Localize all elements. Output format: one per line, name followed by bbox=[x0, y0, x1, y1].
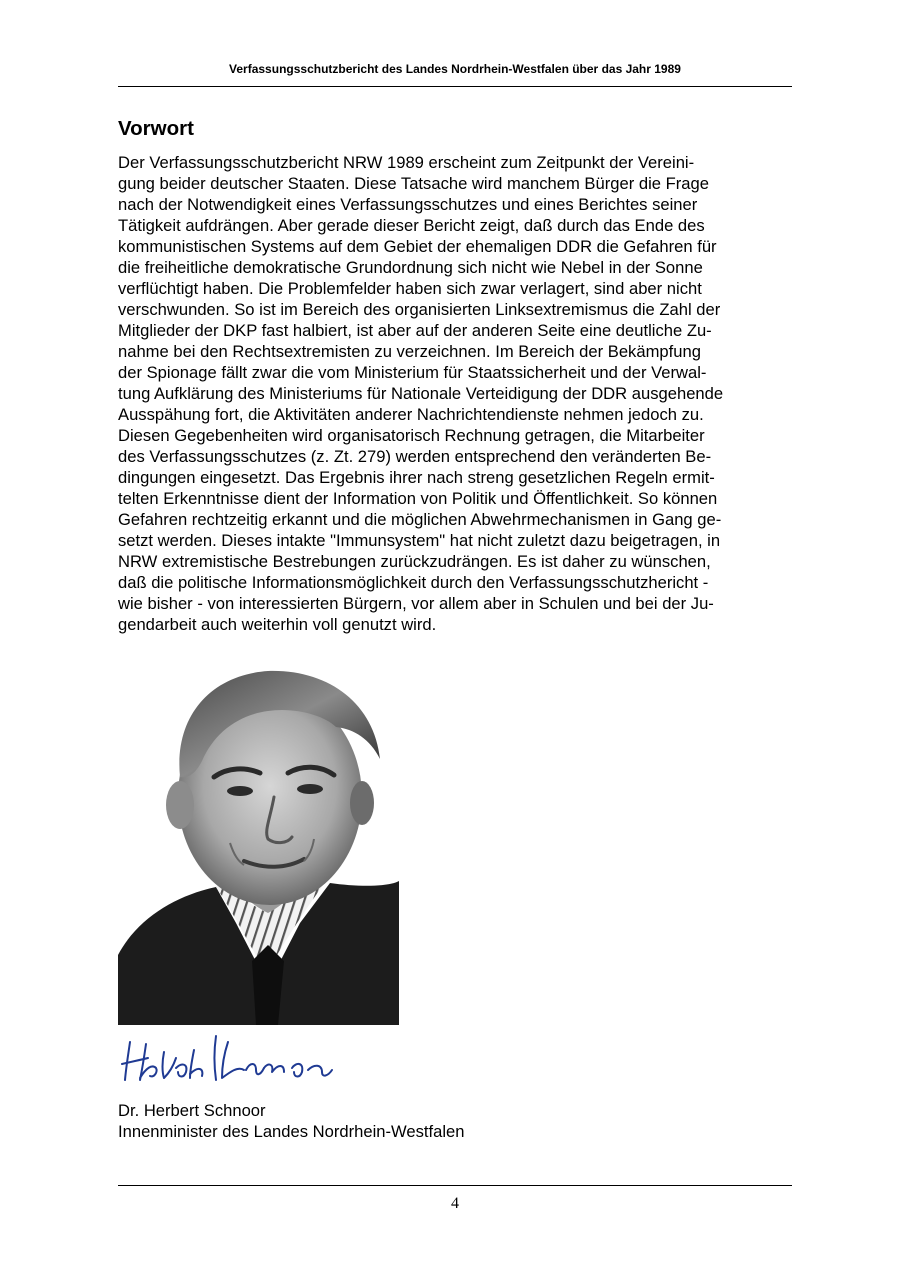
portrait-photo bbox=[118, 655, 399, 1025]
body-line: gung beider deutscher Staaten. Diese Tatsache wird manchem Bürger die Frage bbox=[118, 174, 709, 194]
body-line: wie bisher - von interessierten Bürgern, vor allem aber in Schulen und bei der Ju- bbox=[118, 594, 714, 614]
left-ear bbox=[166, 781, 194, 829]
signature-block bbox=[118, 1100, 465, 1142]
body-line: dingungen eingesetzt. Das Ergebnis ihrer nach streng gesetzlichen Regeln ermit- bbox=[118, 468, 715, 488]
body-line: Diesen Gegebenheiten wird organisatorisch Rechnung getragen, die Mitarbeiter bbox=[118, 426, 705, 446]
body-line: tung Aufklärung des Ministeriums für Nationale Verteidigung der DDR ausgehende bbox=[118, 384, 724, 404]
body-line: kommunistischen Systems auf dem Gebiet der ehemaligen DDR die Gefahren für bbox=[118, 237, 717, 257]
foreword-body bbox=[118, 152, 808, 635]
body-line: Gefahren rechtzeitig erkannt und die möglichen Abwehrmechanismen in Gang ge- bbox=[118, 510, 722, 530]
body-line: Ausspähung fort, die Aktivitäten anderer Nachrichtendienste nehmen jedoch zu. bbox=[118, 405, 704, 425]
body-line: der Spionage fällt zwar die vom Ministerium für Staatssicherheit und der Verwal- bbox=[118, 363, 707, 383]
body-line: verflüchtigt haben. Die Problemfelder haben sich zwar verlagert, sind aber nicht bbox=[118, 279, 702, 299]
body-line: nach der Notwendigkeit eines Verfassungsschutzes und eines Berichtes seiner bbox=[118, 195, 698, 215]
body-line: NRW extremistische Bestrebungen zurückzudrängen. Es ist daher zu wünschen, bbox=[118, 552, 711, 572]
body-line: telten Erkenntnisse dient der Information von Politik und Öffentlichkeit. So können bbox=[118, 489, 718, 509]
body-line: gendarbeit auch weiterhin voll genutzt wird. bbox=[118, 615, 437, 635]
left-eye bbox=[227, 786, 253, 796]
body-line: die freiheitliche demokratische Grundordnung sich nicht wie Nebel in der Sonne bbox=[118, 258, 703, 278]
body-line: Tätigkeit aufdrängen. Aber gerade dieser Bericht zeigt, daß durch das Ende des bbox=[118, 216, 705, 236]
body-line: Mitglieder der DKP fast halbiert, ist aber auf der anderen Seite eine deutliche Zu- bbox=[118, 321, 712, 341]
body-line: Der Verfassungsschutzbericht NRW 1989 erscheint zum Zeitpunkt der Vereini- bbox=[118, 153, 695, 172]
page-number: 4 bbox=[451, 1195, 459, 1212]
body-line: daß die politische Informationsmöglichkeit durch den Verfassungsschutzhericht - bbox=[118, 573, 709, 593]
running-header: Verfassungsschutzbericht des Landes Nordrhein-Westfalen über das Jahr 1989 bbox=[229, 62, 681, 76]
body-line: nahme bei den Rechtsextremisten zu verzeichnen. Im Bereich der Bekämpfung bbox=[118, 342, 701, 362]
body-line: verschwunden. So ist im Bereich des organisierten Linksextremismus die Zahl der bbox=[118, 300, 721, 320]
signatory-position: Innenminister des Landes Nordrhein-Westfalen bbox=[118, 1122, 465, 1141]
handwritten-signature bbox=[118, 1022, 348, 1092]
body-line: setzt werden. Dieses intakte "Immunsystem" hat nicht zuletzt dazu beigetragen, in bbox=[118, 531, 721, 551]
right-eye bbox=[297, 784, 323, 794]
signatory-name: Dr. Herbert Schnoor bbox=[118, 1101, 266, 1120]
footer-rule bbox=[118, 1185, 792, 1186]
section-title: Vorwort bbox=[118, 117, 194, 140]
header-rule bbox=[118, 86, 792, 87]
right-ear bbox=[350, 781, 374, 825]
body-line: des Verfassungsschutzes (z. Zt. 279) werden entsprechend den veränderten Be- bbox=[118, 447, 712, 467]
